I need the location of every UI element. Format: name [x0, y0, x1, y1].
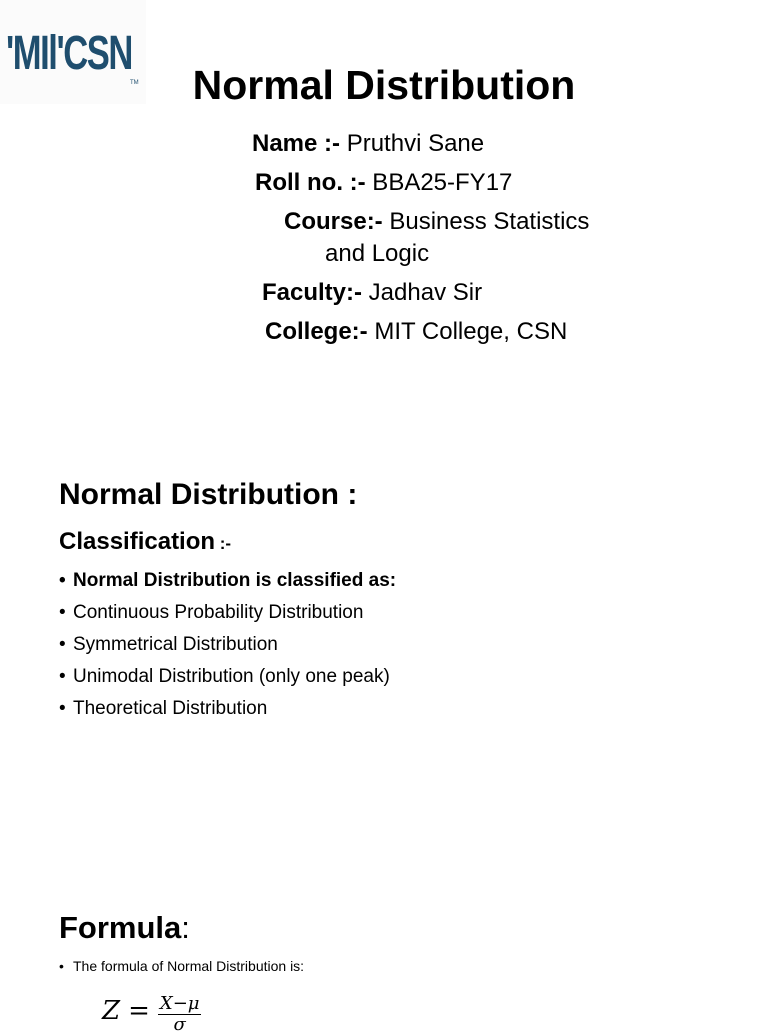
logo-mark: 'MIl'CSN — [6, 27, 132, 80]
formula-lhs: Z — [102, 996, 121, 1026]
list-item: • Symmetrical Distribution — [59, 629, 396, 661]
roll-number-line — [255, 169, 512, 197]
list-item: • Unimodal Distribution (only one peak) — [59, 661, 396, 693]
course-line — [284, 208, 589, 236]
college-label: College:- — [265, 318, 368, 345]
list-item: • Continuous Probability Distribution — [59, 597, 396, 629]
faculty-line — [262, 279, 482, 307]
classification-slide-heading: Normal Distribution : — [59, 478, 358, 511]
formula-heading-colon: : — [181, 910, 190, 945]
z-score-formula — [102, 994, 201, 1035]
college-value: MIT College, CSN — [367, 318, 568, 345]
roll-number-value: BBA25-FY17 — [365, 169, 513, 196]
formula-heading-text: Formula — [59, 910, 182, 945]
name-label: Name :- — [252, 130, 341, 157]
name-line — [252, 130, 484, 158]
course-label: Course:- — [284, 208, 383, 235]
formula-equals: = — [128, 996, 150, 1026]
roll-number-label: Roll no. :- — [255, 169, 366, 196]
faculty-label: Faculty:- — [262, 279, 363, 306]
list-item: • Theoretical Distribution — [59, 693, 396, 725]
college-line — [265, 318, 567, 346]
logo-trademark: TM — [130, 80, 139, 86]
list-item: • Normal Distribution is classified as: — [59, 565, 396, 597]
classification-label: Classification — [59, 528, 216, 555]
formula-numerator: X−μ — [159, 993, 200, 1014]
formula-fraction — [158, 994, 202, 1035]
course-line-2: and Logic — [325, 240, 430, 267]
classification-subheading — [59, 528, 231, 556]
formula-slide-heading — [59, 910, 190, 946]
classification-list — [59, 565, 396, 725]
formula-denominator: σ — [173, 1014, 186, 1035]
formula-intro: • The formula of Normal Distribution is: — [59, 958, 304, 974]
course-value: Business Statistics — [382, 208, 590, 235]
name-value: Pruthvi Sane — [340, 130, 485, 157]
faculty-value: Jadhav Sir — [362, 279, 483, 306]
title-slide-heading: Normal Distribution — [192, 62, 576, 108]
classification-suffix: :- — [215, 534, 232, 553]
